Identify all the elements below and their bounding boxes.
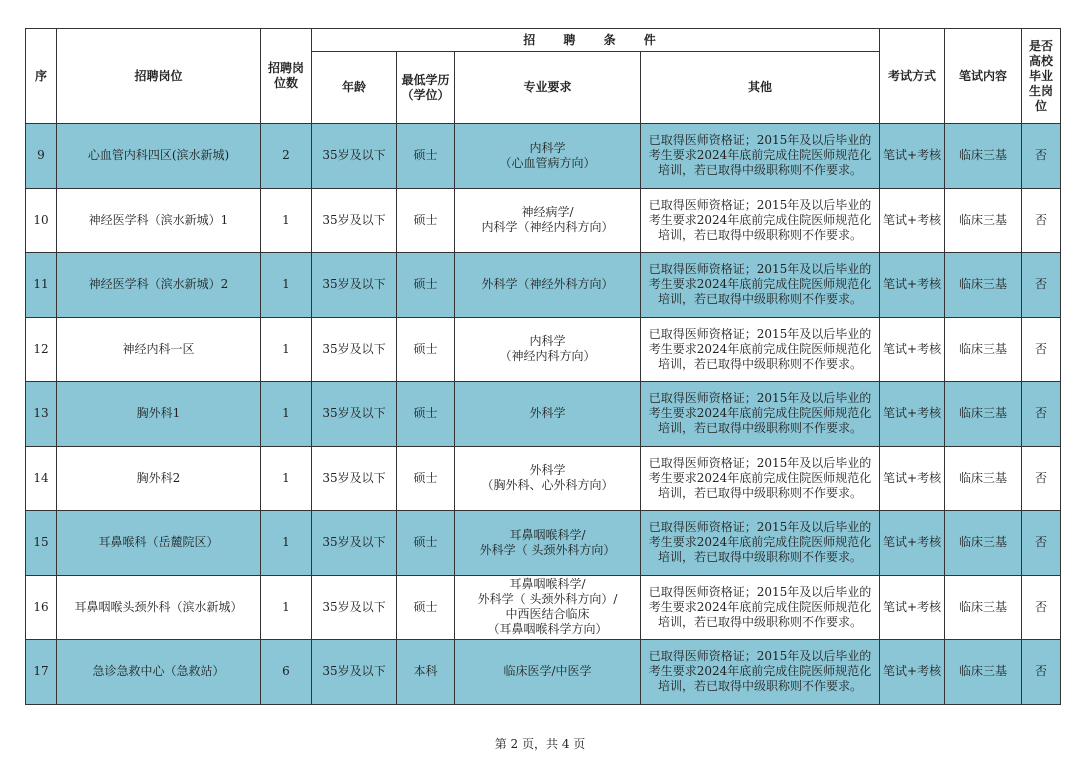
cell-count: 1	[261, 575, 312, 640]
recruitment-table	[25, 28, 1061, 705]
major-line: 内科学	[529, 334, 566, 349]
cell-other: 已取得医师资格证；2015年及以后毕业的考生要求2024年底前完成住院医师规范化培训，若已取得中级职称则不作要求。	[641, 382, 880, 447]
major-line: （胸外科、心外科方向）	[481, 478, 614, 493]
cell-age: 35岁及以下	[312, 575, 397, 640]
cell-position: 急诊急救中心（急救站）	[57, 640, 261, 705]
cell-age: 35岁及以下	[312, 124, 397, 189]
major-line: 耳鼻咽喉科学/	[509, 577, 586, 592]
cell-position: 神经内科一区	[57, 317, 261, 382]
cell-graduate-post: 否	[1022, 575, 1061, 640]
table-row	[26, 640, 1061, 705]
cell-exam-method: 笔试+考核	[880, 188, 945, 253]
major-line: 临床医学/中医学	[503, 664, 592, 679]
major-line: 外科学	[529, 463, 566, 478]
cell-major	[455, 188, 641, 253]
header-position: 招聘岗位	[57, 29, 261, 124]
cell-other: 已取得医师资格证；2015年及以后毕业的考生要求2024年底前完成住院医师规范化培训，若已取得中级职称则不作要求。	[641, 446, 880, 511]
cell-graduate-post: 否	[1022, 511, 1061, 576]
cell-seq: 9	[26, 124, 57, 189]
cell-age: 35岁及以下	[312, 511, 397, 576]
cell-graduate-post: 否	[1022, 446, 1061, 511]
cell-position: 神经医学科（滨水新城）2	[57, 253, 261, 318]
cell-written-content: 临床三基	[945, 124, 1022, 189]
table-row	[26, 253, 1061, 318]
table-row	[26, 317, 1061, 382]
table-body	[26, 124, 1061, 705]
major-line: 外科学（ 头颈外科方向）/	[477, 592, 618, 607]
cell-exam-method: 笔试+考核	[880, 575, 945, 640]
header-written-content: 笔试内容	[945, 29, 1022, 124]
cell-other: 已取得医师资格证；2015年及以后毕业的考生要求2024年底前完成住院医师规范化培训，若已取得中级职称则不作要求。	[641, 640, 880, 705]
cell-major	[455, 640, 641, 705]
header-seq: 序	[26, 29, 57, 124]
cell-count: 1	[261, 317, 312, 382]
cell-exam-method: 笔试+考核	[880, 640, 945, 705]
cell-written-content: 临床三基	[945, 382, 1022, 447]
cell-education: 硕士	[397, 382, 455, 447]
cell-age: 35岁及以下	[312, 446, 397, 511]
table-row	[26, 124, 1061, 189]
cell-other: 已取得医师资格证；2015年及以后毕业的考生要求2024年底前完成住院医师规范化培训，若已取得中级职称则不作要求。	[641, 124, 880, 189]
cell-graduate-post: 否	[1022, 253, 1061, 318]
cell-count: 6	[261, 640, 312, 705]
cell-position: 胸外科1	[57, 382, 261, 447]
cell-exam-method: 笔试+考核	[880, 124, 945, 189]
cell-major	[455, 511, 641, 576]
cell-position: 神经医学科（滨水新城）1	[57, 188, 261, 253]
header-education: 最低学历（学位）	[397, 52, 455, 124]
cell-exam-method: 笔试+考核	[880, 511, 945, 576]
cell-other: 已取得医师资格证；2015年及以后毕业的考生要求2024年底前完成住院医师规范化培训，若已取得中级职称则不作要求。	[641, 511, 880, 576]
cell-education: 硕士	[397, 124, 455, 189]
cell-graduate-post: 否	[1022, 382, 1061, 447]
cell-education: 硕士	[397, 253, 455, 318]
major-line: （耳鼻咽喉科学方向）	[487, 622, 608, 637]
cell-education: 本科	[397, 640, 455, 705]
header-graduate-post: 是否高校毕业生岗位	[1022, 29, 1061, 124]
cell-written-content: 临床三基	[945, 446, 1022, 511]
header-major: 专业要求	[455, 52, 641, 124]
cell-exam-method: 笔试+考核	[880, 382, 945, 447]
table-row	[26, 382, 1061, 447]
cell-written-content: 临床三基	[945, 253, 1022, 318]
cell-seq: 15	[26, 511, 57, 576]
cell-other: 已取得医师资格证；2015年及以后毕业的考生要求2024年底前完成住院医师规范化培训，若已取得中级职称则不作要求。	[641, 317, 880, 382]
cell-education: 硕士	[397, 575, 455, 640]
cell-graduate-post: 否	[1022, 124, 1061, 189]
table-row	[26, 575, 1061, 640]
cell-exam-method: 笔试+考核	[880, 317, 945, 382]
cell-seq: 14	[26, 446, 57, 511]
cell-position: 胸外科2	[57, 446, 261, 511]
cell-age: 35岁及以下	[312, 640, 397, 705]
cell-graduate-post: 否	[1022, 317, 1061, 382]
cell-education: 硕士	[397, 188, 455, 253]
cell-education: 硕士	[397, 511, 455, 576]
major-line: 神经病学/	[521, 205, 574, 220]
major-line: 内科学（神经内科方向）	[481, 220, 614, 235]
cell-major	[455, 253, 641, 318]
table-row	[26, 446, 1061, 511]
cell-graduate-post: 否	[1022, 640, 1061, 705]
cell-position: 耳鼻喉科（岳麓院区）	[57, 511, 261, 576]
cell-age: 35岁及以下	[312, 253, 397, 318]
header-exam-method: 考试方式	[880, 29, 945, 124]
cell-exam-method: 笔试+考核	[880, 253, 945, 318]
major-line: （心血管病方向）	[499, 155, 596, 170]
cell-count: 1	[261, 382, 312, 447]
cell-seq: 17	[26, 640, 57, 705]
cell-position: 心血管内科四区(滨水新城)	[57, 124, 261, 189]
cell-seq: 11	[26, 253, 57, 318]
major-line: 外科学（ 头颈外科方向）	[479, 542, 616, 557]
cell-education: 硕士	[397, 317, 455, 382]
cell-other: 已取得医师资格证；2015年及以后毕业的考生要求2024年底前完成住院医师规范化培训，若已取得中级职称则不作要求。	[641, 253, 880, 318]
cell-graduate-post: 否	[1022, 188, 1061, 253]
cell-written-content: 临床三基	[945, 317, 1022, 382]
cell-seq: 10	[26, 188, 57, 253]
cell-other: 已取得医师资格证；2015年及以后毕业的考生要求2024年底前完成住院医师规范化培训，若已取得中级职称则不作要求。	[641, 575, 880, 640]
cell-major	[455, 317, 641, 382]
table-row	[26, 511, 1061, 576]
cell-age: 35岁及以下	[312, 382, 397, 447]
cell-count: 1	[261, 446, 312, 511]
cell-education: 硕士	[397, 446, 455, 511]
header-count: 招聘岗位数	[261, 29, 312, 124]
cell-count: 1	[261, 253, 312, 318]
major-line: （神经内科方向）	[499, 349, 596, 364]
cell-seq: 12	[26, 317, 57, 382]
cell-other: 已取得医师资格证；2015年及以后毕业的考生要求2024年底前完成住院医师规范化培训，若已取得中级职称则不作要求。	[641, 188, 880, 253]
major-line: 耳鼻咽喉科学/	[509, 527, 586, 542]
cell-major	[455, 382, 641, 447]
table-row	[26, 188, 1061, 253]
header-other: 其他	[641, 52, 880, 124]
cell-written-content: 临床三基	[945, 575, 1022, 640]
cell-seq: 16	[26, 575, 57, 640]
cell-major	[455, 575, 641, 640]
cell-age: 35岁及以下	[312, 188, 397, 253]
header-conditions: 招 聘 条 件	[312, 29, 880, 52]
cell-major	[455, 124, 641, 189]
cell-count: 1	[261, 188, 312, 253]
major-line: 中西医结合临床	[505, 607, 590, 622]
cell-position: 耳鼻咽喉头颈外科（滨水新城）	[57, 575, 261, 640]
header-age: 年龄	[312, 52, 397, 124]
cell-seq: 13	[26, 382, 57, 447]
major-line: 外科学	[529, 406, 566, 421]
cell-written-content: 临床三基	[945, 640, 1022, 705]
cell-written-content: 临床三基	[945, 188, 1022, 253]
major-line: 外科学（神经外科方向）	[481, 277, 614, 292]
cell-exam-method: 笔试+考核	[880, 446, 945, 511]
major-line: 内科学	[529, 140, 566, 155]
cell-count: 2	[261, 124, 312, 189]
cell-count: 1	[261, 511, 312, 576]
cell-major	[455, 446, 641, 511]
cell-age: 35岁及以下	[312, 317, 397, 382]
page-footer: 第 2 页，共 4 页	[494, 737, 586, 751]
cell-written-content: 临床三基	[945, 511, 1022, 576]
